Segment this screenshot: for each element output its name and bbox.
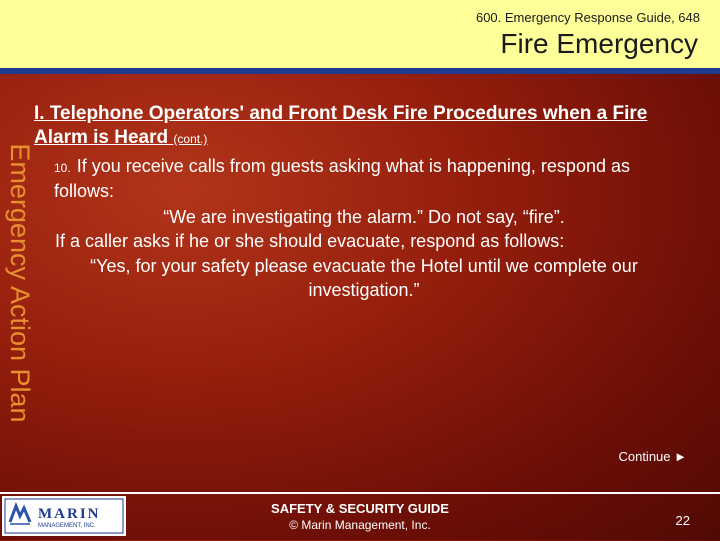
heading-text: I. Telephone Operators' and Front Desk Fire Procedures when a Fire Alarm is Heard — [34, 103, 648, 148]
side-section-label: Emergency Action Plan — [5, 143, 35, 423]
svg-text:MARIN: MARIN — [38, 506, 101, 522]
company-logo — [2, 496, 126, 536]
footer-center — [210, 500, 510, 534]
footer-title: SAFETY & SECURITY GUIDE — [271, 501, 449, 516]
slide-content — [34, 102, 694, 302]
marin-logo-icon — [2, 496, 126, 536]
page-number: 22 — [675, 513, 690, 528]
list-item — [54, 155, 694, 203]
header-bar — [0, 0, 720, 70]
item-text: If you receive calls from guests asking what is happening, respond as follows: — [54, 156, 630, 201]
item-number: 10. — [54, 161, 71, 175]
footer-divider — [0, 492, 720, 494]
svg-text:MANAGEMENT, INC.: MANAGEMENT, INC. — [38, 523, 96, 529]
continue-link[interactable]: Continue ► — [618, 449, 687, 464]
heading-suffix: (cont.) — [173, 132, 208, 146]
evacuate-instruction: If a caller asks if he or she should evacuate, respond as follows: — [55, 231, 565, 251]
quote-investigating: “We are investigating the alarm.” Do not say, “fire”. — [163, 207, 565, 227]
guide-reference: 600. Emergency Response Guide, 648 — [475, 10, 700, 25]
header-divider — [0, 68, 720, 74]
quote-evacuate: “Yes, for your safety please evacuate the Hotel until we complete our investigation.” — [90, 256, 638, 300]
page-title: Fire Emergency — [500, 28, 698, 59]
footer-copyright: © Marin Management, Inc. — [289, 518, 431, 532]
section-heading — [34, 102, 694, 151]
